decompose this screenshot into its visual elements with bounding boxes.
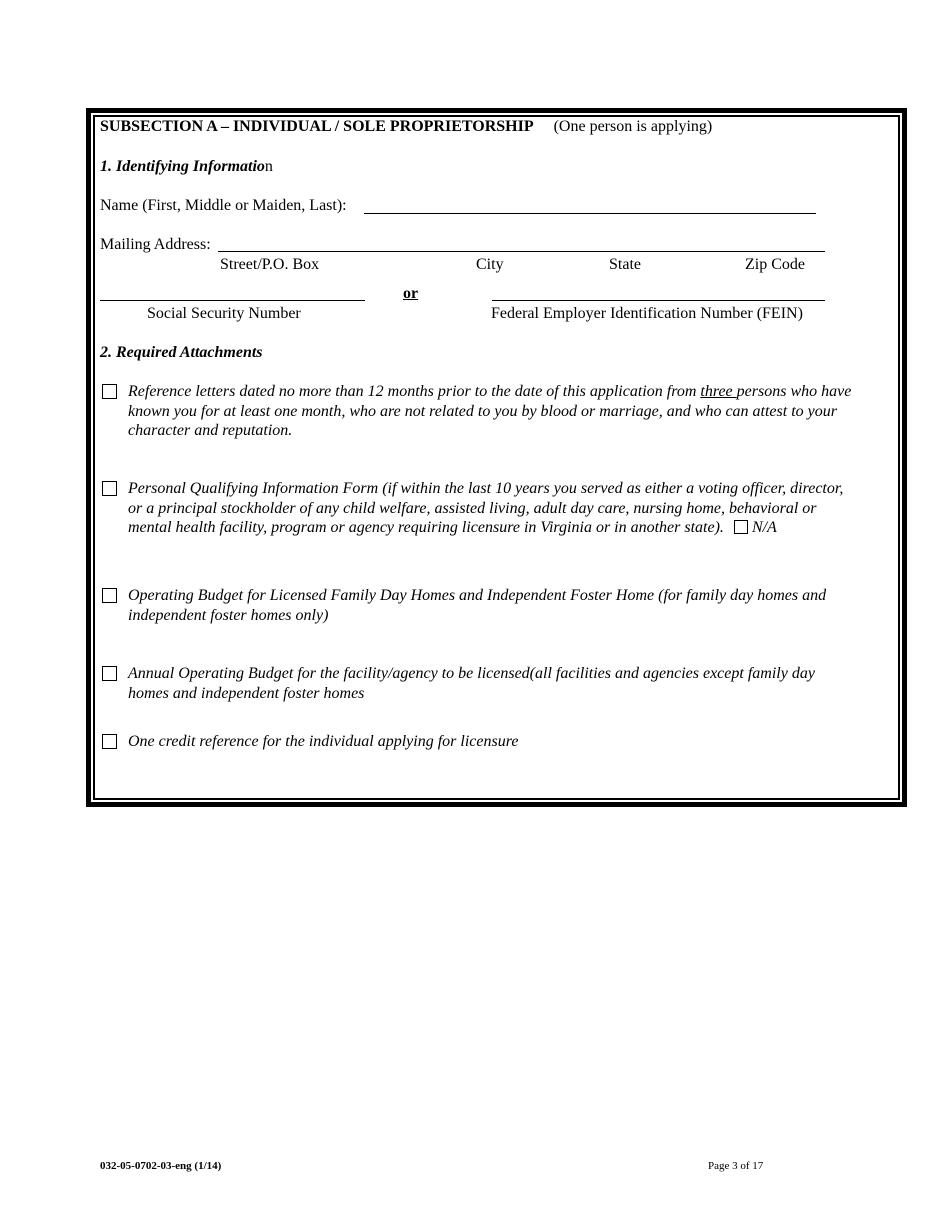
subsection-heading-row [100,117,712,137]
item1-text-underlined: three [700,383,737,400]
form-id: 032-05-0702-03-eng (1/14) [100,1160,222,1172]
fein-input-line[interactable] [492,300,825,301]
reference-letters-text [128,382,853,441]
mailing-address-input-line[interactable] [218,251,825,252]
credit-reference-text: One credit reference for the individual applying for licensure [128,733,519,750]
credit-reference-checkbox[interactable] [102,734,117,749]
na-label: N/A [751,519,777,537]
street-label: Street/P.O. Box [220,256,320,273]
subsection-heading: SUBSECTION A – INDIVIDUAL / SOLE PROPRIETORSHIP [100,118,534,135]
identifying-heading [100,157,273,177]
ssn-input-line[interactable] [100,300,365,301]
reference-letters-checkbox[interactable] [102,384,117,399]
fein-label: Federal Employer Identification Number (FEIN) [491,305,803,322]
personal-qualifying-text [128,479,850,538]
attachments-heading: 2. Required Attachments [100,344,263,361]
subsection-note: (One person is applying) [553,118,713,135]
na-checkbox[interactable] [734,520,748,534]
item1-text-pre: Reference letters dated no more than 12 months prior to the date of this application from [128,383,701,400]
annual-operating-budget-checkbox[interactable] [102,666,117,681]
ssn-label: Social Security Number [147,305,301,322]
name-label: Name (First, Middle or Maiden, Last): [100,197,347,214]
operating-budget-text: Operating Budget for Licensed Family Day Homes and Independent Foster Home (for family day homes and independent foster homes only) [128,587,827,624]
operating-budget-checkbox[interactable] [102,588,117,603]
identifying-heading-text: 1. Identifying Informatio [100,158,265,175]
item2-text: Personal Qualifying Information Form (if within the last 10 years you served as either a voting officer, director, or a principal stockholder of any child welfare, assisted living, adult day care, nursing home, behavioral or mental health facility, program or agency requiring licensure in Virginia or in another state). [128,480,844,537]
state-label: State [609,256,641,273]
annual-operating-budget-text: Annual Operating Budget for the facility/agency to be licensed(all facilities and agencies except family day homes and independent foster homes [128,665,815,702]
mailing-address-label: Mailing Address: [100,236,211,253]
page-number: Page 3 of 17 [708,1160,764,1172]
item1-text-post: persons who have known you for at least one month, who are not related to you by blood or marriage, and who can attest to your character and reputation. [128,383,852,440]
or-label: or [403,285,419,302]
identifying-heading-tail: n [264,158,273,175]
name-input-line[interactable] [364,213,816,214]
zip-code-label: Zip Code [745,256,805,273]
city-label: City [476,256,504,273]
personal-qualifying-checkbox[interactable] [102,481,117,496]
